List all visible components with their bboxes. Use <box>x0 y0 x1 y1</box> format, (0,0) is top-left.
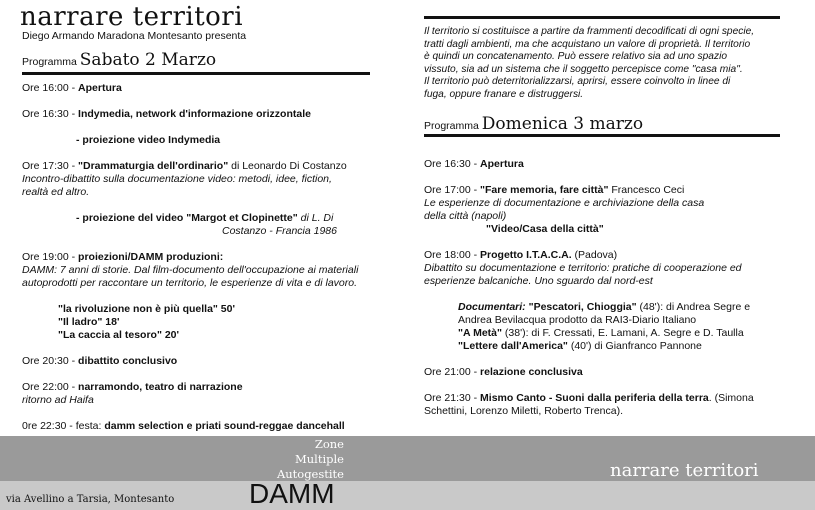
event-1900-desc-2: autoprodotti per raccontare un territorio, le esperienze di vita e di lavoro. <box>22 277 358 289</box>
event-time: Ore 17:00 - <box>424 184 481 196</box>
film-title: "Lettere dall'America" <box>458 340 568 352</box>
event-r2130-line2: Schettini, Lorenzo Miletti, Roberto Trenca). <box>424 405 624 417</box>
documentari-film-1 <box>458 301 750 314</box>
event-speaker: di Leonardo Di Costanzo <box>228 160 347 172</box>
event-title: Progetto I.T.A.C.A. <box>480 249 572 261</box>
footer-zone-text <box>240 437 344 482</box>
event-time: Ore 20:30 - <box>22 355 79 367</box>
event-1900 <box>22 251 223 264</box>
event-title: dibattito conclusivo <box>78 355 178 367</box>
film-title: "A Metà" <box>458 327 502 339</box>
event-time: Ore 16:30 - <box>22 108 79 120</box>
event-title: Apertura <box>78 82 122 94</box>
program-day: Domenica 3 marzo <box>481 114 644 134</box>
event-title: Apertura <box>480 158 524 170</box>
event-r2100 <box>424 366 583 379</box>
event-1730-projection <box>76 212 333 225</box>
event-r1700-desc-2: della città (napoli) <box>424 210 507 222</box>
page-title: narrare territori <box>20 2 244 32</box>
event-1730 <box>22 160 347 173</box>
event-1900-desc-1: DAMM: 7 anni di storie. Dal film-documento dell'occupazione ai materiali <box>22 264 359 276</box>
event-title: Mismo Canto - Suoni dalla periferia della terra <box>480 392 709 404</box>
film-item: "La caccia al tesoro" 20' <box>58 329 180 341</box>
right-heading-rule <box>424 134 780 137</box>
program-heading-saturday <box>22 50 216 70</box>
event-2030 <box>22 355 177 368</box>
intro-line: vissuto, sia ad un sistema che il soggetto percepisce come "casa mia". <box>424 63 743 75</box>
intro-line: tratti dagli ambienti, ma che acquistano un valore di proprietà. Il territorio <box>424 38 751 50</box>
event-title: "Fare memoria, fare città" <box>480 184 609 196</box>
event-title: proiezioni/DAMM produzioni: <box>78 251 224 263</box>
event-2230 <box>22 420 345 433</box>
event-r2130 <box>424 392 754 405</box>
program-label: Programma <box>22 56 77 68</box>
left-heading-rule <box>22 72 370 75</box>
zone-line: Autogestite <box>276 467 344 481</box>
film-item: "Il ladro" 18' <box>58 316 120 328</box>
zone-line: Multiple <box>294 452 344 466</box>
event-2200 <box>22 381 243 394</box>
event-time: Ore 17:30 - <box>22 160 79 172</box>
event-r1630 <box>424 158 524 171</box>
event-1730-desc-2: realtà ed altro. <box>22 186 90 198</box>
documentari-film-3 <box>458 340 702 353</box>
event-r1700-video: "Video/Casa della città" <box>486 223 604 235</box>
event-time: Ore 21:30 - <box>424 392 481 404</box>
film-credits: (38'): di F. Cressati, E. Lamani, A. Segre e D. Taulla <box>502 327 744 339</box>
event-r1700-desc-1: Le esperienze di documentazione e archiviazione della casa <box>424 197 705 209</box>
event-title: narramondo, teatro di narrazione <box>78 381 243 393</box>
event-time: Ore 16:00 - <box>22 82 79 94</box>
event-title: - proiezione del video "Margot et Clopinette" <box>76 212 298 224</box>
event-place: (Padova) <box>571 249 618 261</box>
event-r1800-desc-1: Dibattito su documentazione e territorio: pratiche di cooperazione ed <box>424 262 742 274</box>
program-label: Programma <box>424 120 479 132</box>
event-author: di L. Di <box>297 212 334 224</box>
event-time: Ore 19:00 - <box>22 251 79 263</box>
film-title: "Pescatori, Chioggia" <box>528 301 637 313</box>
event-title: relazione conclusiva <box>480 366 583 378</box>
event-title: Indymedia, network d'informazione orizzontale <box>78 108 311 120</box>
program-day: Sabato 2 Marzo <box>79 50 217 70</box>
documentari-film-2 <box>458 327 744 340</box>
event-credits: . (Simona <box>708 392 754 404</box>
event-speaker: Francesco Ceci <box>608 184 685 196</box>
event-time: Ore 22:00 - <box>22 381 79 393</box>
event-time: Ore 18:00 - <box>424 249 481 261</box>
intro-line: Il territorio si costituisce a partire da frammenti decodificati di ogni specie, <box>424 26 755 37</box>
intro-text <box>424 26 754 101</box>
program-heading-sunday <box>424 114 643 134</box>
footer-damm-logo: DAMM <box>249 478 335 509</box>
event-1730-desc-1: Incontro-dibattito sulla documentazione video: metodi, idee, fiction, <box>22 173 332 185</box>
intro-line: è quindi un concatenamento. Può essere relativo sia ad uno spazio <box>424 51 727 62</box>
film-credits: (40') di Gianfranco Pannone <box>567 340 702 352</box>
event-time: Ore 21:00 - <box>424 366 481 378</box>
event-r1800 <box>424 249 617 262</box>
zone-line: Zone <box>314 437 344 451</box>
event-time: Ore 16:30 - <box>424 158 481 170</box>
event-1630 <box>22 108 311 121</box>
film-credits: (48'): di Andrea Segre e <box>636 301 751 313</box>
event-title: "Drammaturgia dell'ordinario" <box>78 160 229 172</box>
event-r1700 <box>424 184 684 197</box>
footer-brand: narrare territori <box>610 460 759 481</box>
event-1600 <box>22 82 122 95</box>
event-1630-projection: - proiezione video Indymedia <box>76 134 221 146</box>
event-title: damm selection e priati sound-reggae dancehall <box>104 420 345 432</box>
intro-line: Il territorio può deterritorializzarsi, aprirsi, essere coinvolto in linee di <box>424 76 731 87</box>
event-time: 0re 22:30 - festa: <box>22 420 105 432</box>
right-top-rule <box>424 16 780 19</box>
documentari-label: Documentari: <box>458 301 526 313</box>
film-item: "la rivoluzione non è più quella" 50' <box>58 303 235 315</box>
event-2200-desc: ritorno ad Haifa <box>22 394 94 406</box>
event-r1800-desc-2: esperienze balcaniche. Uno sguardo dal nord-est <box>424 275 653 287</box>
intro-line: fuga, oppure franare e distruggersi. <box>424 88 584 100</box>
page-subtitle: Diego Armando Maradona Montesanto presenta <box>22 30 247 42</box>
footer-address: via Avellino a Tarsia, Montesanto <box>6 494 175 505</box>
documentari-film-1-line2: Andrea Bevilacqua prodotto da RAI3-Diario Italiano <box>458 314 697 326</box>
event-1730-projection-line2: Costanzo - Francia 1986 <box>222 225 337 237</box>
